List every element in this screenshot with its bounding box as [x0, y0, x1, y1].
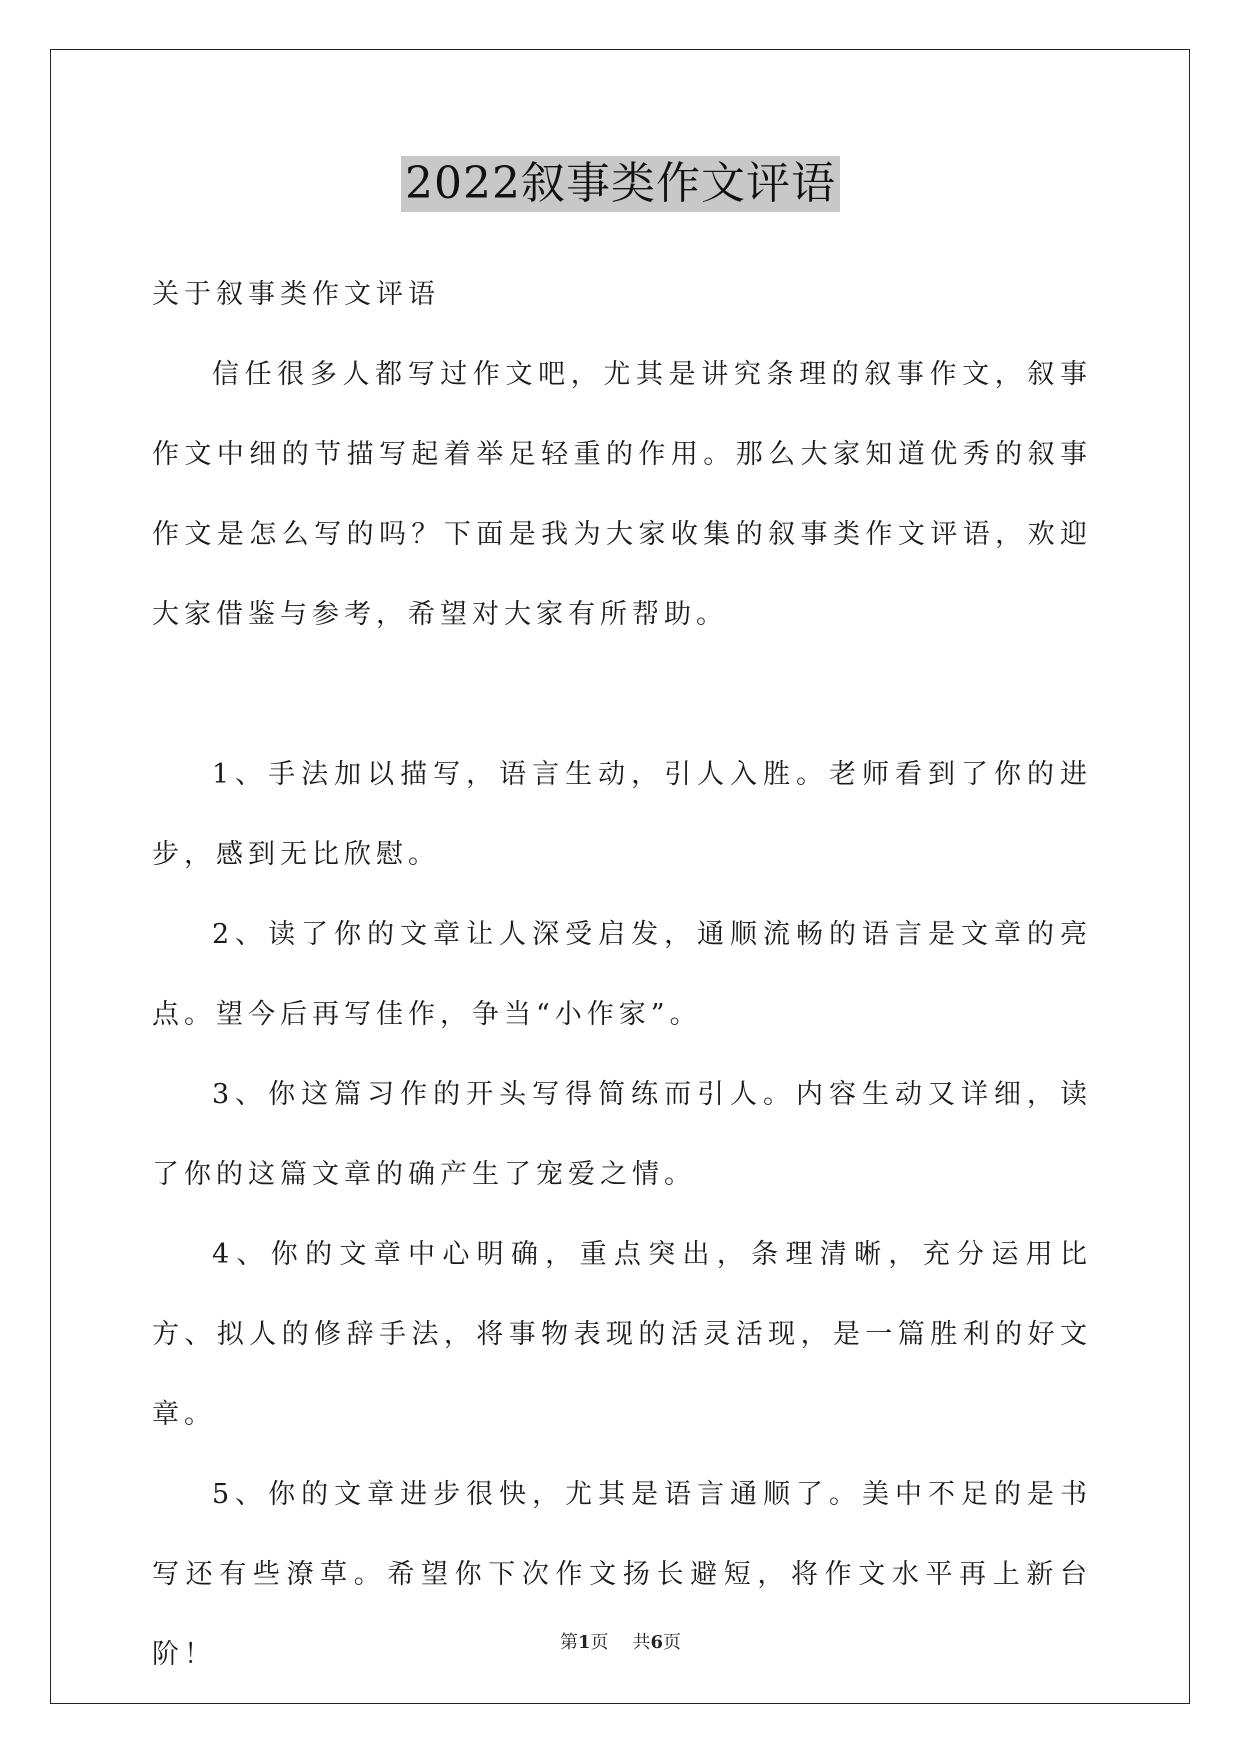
page-footer	[0, 1628, 1241, 1654]
total-suffix: 页	[663, 1632, 682, 1653]
document-subtitle: 关于叙事类作文评语	[152, 279, 440, 310]
total-page-number: 6	[650, 1632, 664, 1653]
document-title: 2022叙事类作文评语	[401, 156, 840, 212]
comment-item-1: 1、手法加以描写，语言生动，引人入胜。老师看到了你的进步，感到无比欣慰。	[152, 759, 1092, 870]
title-container	[0, 156, 1241, 212]
comment-item-5: 5、你的文章进步很快，尤其是语言通顺了。美中不足的是书写还有些潦草。希望你下次作文扬长避短，将作文水平再上新台阶！	[152, 1479, 1092, 1670]
intro-paragraph: 信任很多人都写过作文吧，尤其是讲究条理的叙事作文，叙事作文中细的节描写起着举足轻重的作用。那么大家知道优秀的叙事作文是怎么写的吗？下面是我为大家收集的叙事类作文评语，欢迎大家借鉴与参考，希望对大家有所帮助。	[152, 359, 1092, 630]
comment-item-4: 4、你的文章中心明确，重点突出，条理清晰，充分运用比方、拟人的修辞手法，将事物表现的活灵活现，是一篇胜利的好文章。	[152, 1239, 1092, 1430]
comment-item-3: 3、你这篇习作的开头写得简练而引人。内容生动又详细，读了你的这篇文章的确产生了宠爱之情。	[152, 1079, 1092, 1190]
document-body	[152, 255, 1092, 1695]
current-page-number: 1	[577, 1632, 591, 1653]
page-prefix: 第	[559, 1632, 578, 1653]
total-prefix: 共	[632, 1632, 651, 1653]
page-suffix: 页	[590, 1632, 609, 1653]
comment-item-2: 2、读了你的文章让人深受启发，通顺流畅的语言是文章的亮点。望今后再写佳作，争当“小作家”。	[152, 919, 1092, 1030]
